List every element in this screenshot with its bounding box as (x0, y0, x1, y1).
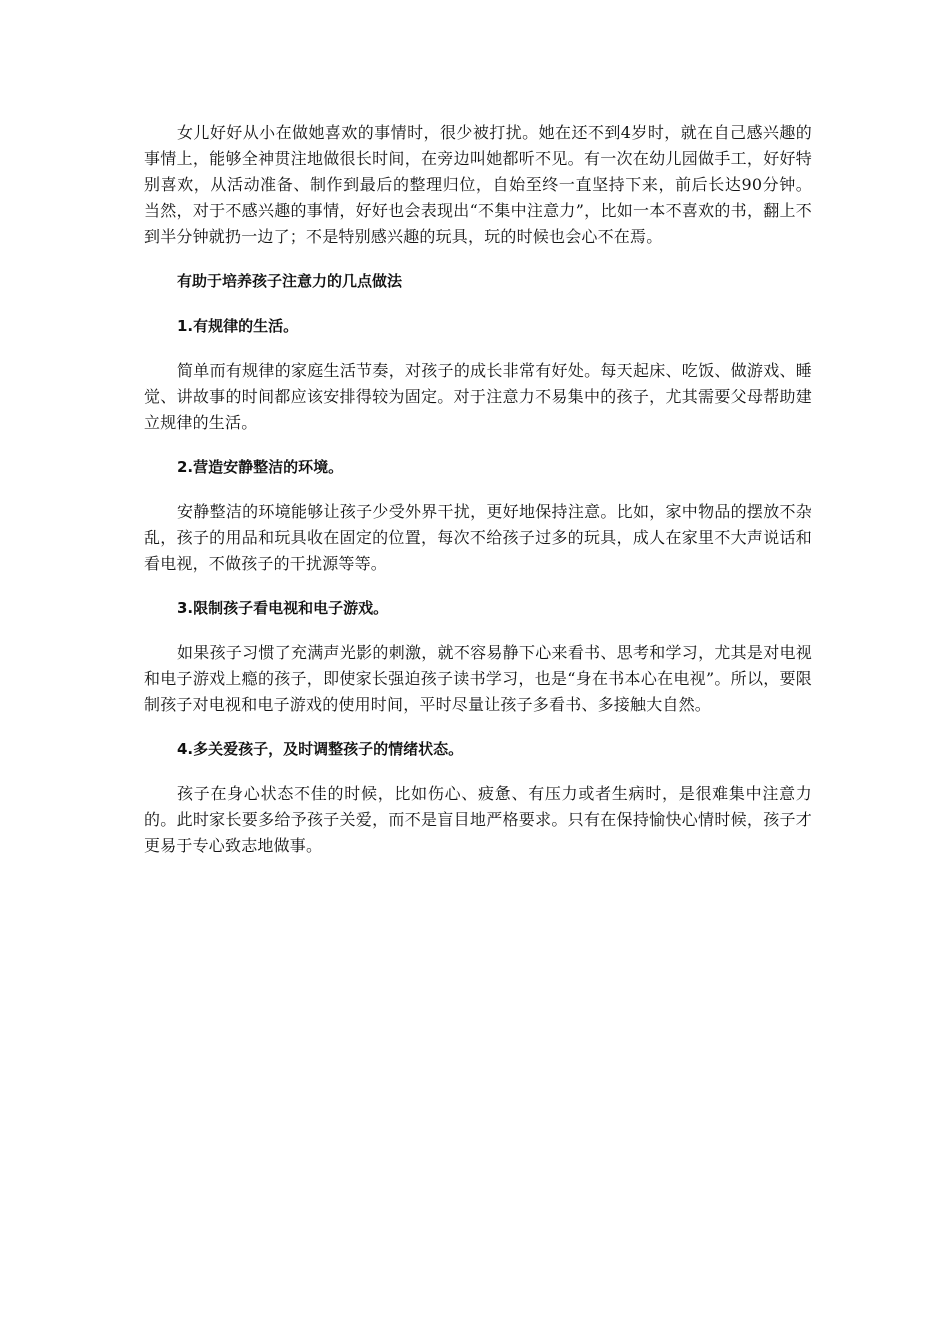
intro-paragraph: 女儿好好从小在做她喜欢的事情时，很少被打扰。她在还不到4岁时，就在自己感兴趣的事情上，能够全神贯注地做很长时间，在旁边叫她都听不见。有一次在幼儿园做手工，好好特别喜欢，从活动准备、制作到最后的整理归位，自始至终一直坚持下来，前后长达90分钟。当然，对于不感兴趣的事情，好好也会表现出“不集中注意力”，比如一本不喜欢的书，翻上不到半分钟就扔一边了；不是特别感兴趣的玩具，玩的时候也会心不在焉。 (144, 123, 812, 246)
document-page (144, 120, 812, 859)
item-body-3: 如果孩子习惯了充满声光影的刺激，就不容易静下心来看书、思考和学习，尤其是对电视和电子游戏上瘾的孩子，即使家长强迫孩子读书学习，也是“身在书本心在电视”。所以，要限制孩子对电视和电子游戏的使用时间，平时尽量让孩子多看书、多接触大自然。 (144, 643, 812, 714)
item-heading-4: 4.多关爱孩子，及时调整孩子的情绪状态。 (177, 740, 464, 758)
item-heading-3: 3.限制孩子看电视和电子游戏。 (177, 599, 389, 617)
section-title: 有助于培养孩子注意力的几点做法 (177, 272, 403, 290)
item-body-1: 简单而有规律的家庭生活节奏，对孩子的成长非常有好处。每天起床、吃饭、做游戏、睡觉、讲故事的时间都应该安排得较为固定。对于注意力不易集中的孩子，尤其需要父母帮助建立规律的生活。 (144, 361, 812, 432)
item-body-4: 孩子在身心状态不佳的时候，比如伤心、疲惫、有压力或者生病时，是很难集中注意力的。此时家长要多给予孩子关爱，而不是盲目地严格要求。只有在保持愉快心情时候，孩子才更易于专心致志地做事。 (144, 784, 812, 855)
item-body-2: 安静整洁的环境能够让孩子少受外界干扰，更好地保持注意。比如，家中物品的摆放不杂乱，孩子的用品和玩具收在固定的位置，每次不给孩子过多的玩具，成人在家里不大声说话和看电视，不做孩子的干扰源等等。 (144, 502, 812, 573)
item-heading-1: 1.有规律的生活。 (177, 317, 299, 335)
item-heading-2: 2.营造安静整洁的环境。 (177, 458, 344, 476)
